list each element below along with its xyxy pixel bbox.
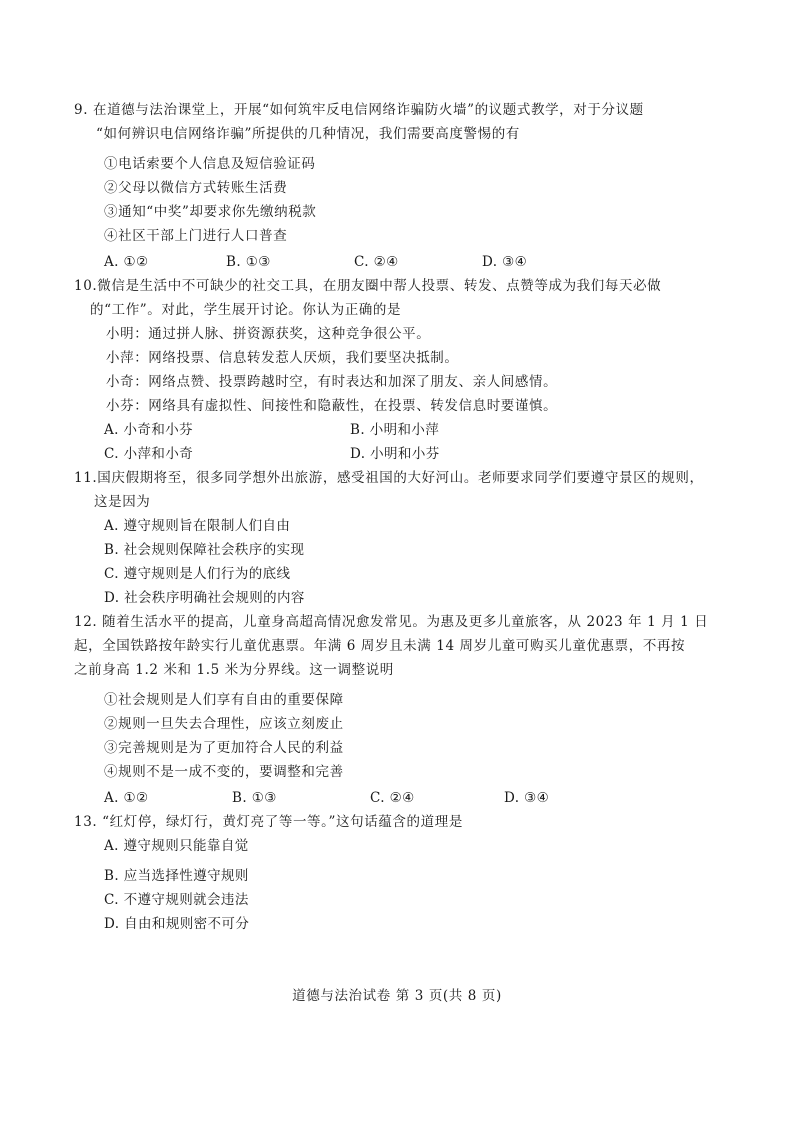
q9-item-4: ④社区干部上门进行人口普查 [104,228,288,244]
q12-option-d: D. ③④ [504,790,550,806]
q12-item-2: ②规则一旦失去合理性，应该立刻废止 [104,716,344,732]
q10-view-xiaoqi: 小奇：网络点赞、投票跨越时空，有时表达和加深了朋友、亲人间感情。 [106,374,558,390]
q13-option-c: C. 不遵守规则就会违法 [104,892,249,908]
q10-stem-line-2: 的“工作”。对此，学生展开讨论。你认为正确的是 [90,302,402,318]
q13-stem-line-1: 13. “红灯停，绿灯行，黄灯亮了等一等。”这句话蕴含的道理是 [74,814,463,830]
q10-option-a: A. 小奇和小芬 [104,422,194,438]
q13-option-a: A. 遵守规则只能靠自觉 [104,838,249,854]
q9-item-3: ③通知“中奖”却要求你先缴纳税款 [104,204,317,220]
q12-option-a: A. ①② [104,790,149,806]
q9-stem-line-1: 9. 在道德与法治课堂上，开展“如何筑牢反电信网络诈骗防火墙”的议题式教学，对于分议题 [74,102,644,118]
q10-option-c: C. 小萍和小奇 [104,446,194,462]
q12-item-3: ③完善规则是为了更加符合人民的利益 [104,740,344,756]
q9-option-a: A. ①② [104,254,149,270]
q11-stem-line-2: 这是因为 [94,494,151,510]
q11-option-d: D. 社会秩序明确社会规则的内容 [104,590,305,606]
q12-stem-line-2: 起，全国铁路按年龄实行儿童优惠票。年满 6 周岁且未满 14 周岁儿童可购买儿童优惠票，不再按 [74,638,686,654]
q9-item-1: ①电话索要个人信息及短信验证码 [104,156,316,172]
q10-stem-line-1: 10.微信是生活中不可缺少的社交工具，在朋友圈中帮人投票、转发、点赞等成为我们每天必做 [74,278,662,294]
q13-option-d: D. 自由和规则密不可分 [104,916,250,932]
q12-item-1: ①社会规则是人们享有自由的重要保障 [104,692,344,708]
q11-option-b: B. 社会规则保障社会秩序的实现 [104,542,305,558]
q12-option-b: B. ①③ [232,790,277,806]
q9-stem-line-2: “如何辨识电信网络诈骗”所提供的几种情况，我们需要高度警惕的有 [96,126,520,142]
q12-stem-line-1: 12. 随着生活水平的提高，儿童身高超高情况愈发常见。为惠及更多儿童旅客，从 2023 年 1 月 1 日 [74,614,709,630]
q10-view-xiaoping: 小萍：网络投票、信息转发惹人厌烦，我们要坚决抵制。 [106,350,459,366]
q10-view-xiaoming: 小明：通过拼人脉、拼资源获奖，这种竞争很公平。 [106,326,431,342]
q11-stem-line-1: 11.国庆假期将至，很多同学想外出旅游，感受祖国的大好河山。老师要求同学们要遵守景区的规则， [74,470,704,486]
q10-option-b: B. 小明和小萍 [350,422,440,438]
q12-item-4: ④规则不是一成不变的，要调整和完善 [104,764,344,780]
page-footer: 道德与法治试卷 第 3 页(共 8 页) [292,988,502,1004]
q10-option-d: D. 小明和小芬 [350,446,440,462]
q9-option-c: C. ②④ [354,254,399,270]
q12-option-c: C. ②④ [370,790,415,806]
q9-option-d: D. ③④ [482,254,528,270]
q9-option-b: B. ①③ [226,254,271,270]
q11-option-a: A. 遵守规则旨在限制人们自由 [104,518,291,534]
q11-option-c: C. 遵守规则是人们行为的底线 [104,566,291,582]
q9-item-2: ②父母以微信方式转账生活费 [104,180,288,196]
q12-stem-line-3: 之前身高 1.2 米和 1.5 米为分界线。这一调整说明 [74,662,394,678]
q13-option-b: B. 应当选择性遵守规则 [104,868,249,884]
q10-view-xiaofen: 小芬：网络具有虚拟性、间接性和隐蔽性，在投票、转发信息时要谨慎。 [106,398,558,414]
